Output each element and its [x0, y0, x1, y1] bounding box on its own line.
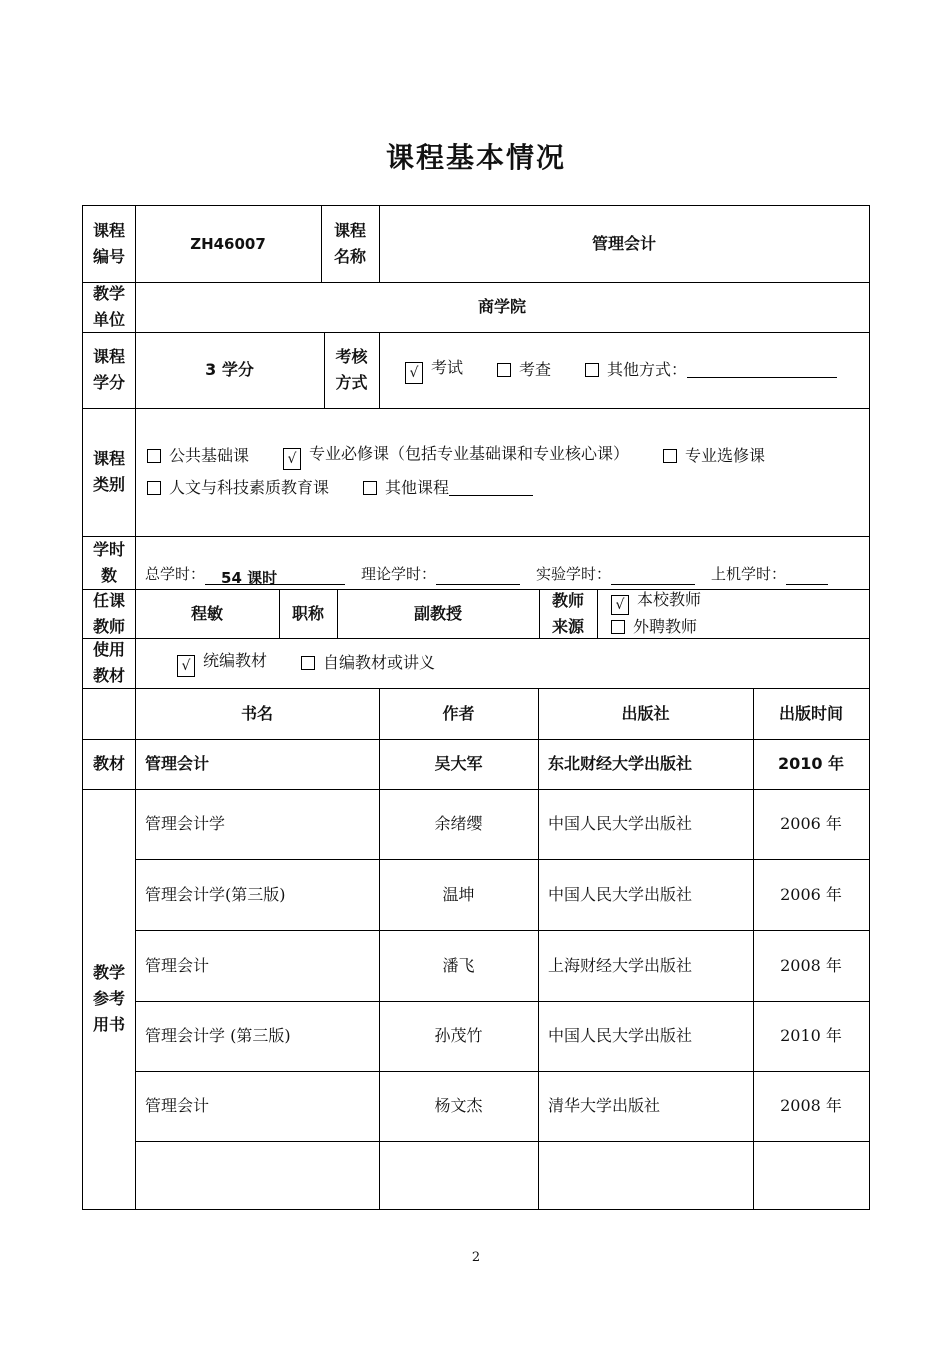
total-hours-label: 总学时： [145, 564, 206, 583]
page-number: 2 [471, 1250, 481, 1265]
checkbox-icon [147, 481, 161, 495]
ref-name: 管理会计学 [145, 814, 226, 833]
theory-hours-label: 理论学时： [361, 564, 437, 583]
other-method-blank[interactable] [687, 359, 837, 378]
lab-hours-blank[interactable] [611, 566, 695, 585]
assessment-label: 考核方式 [335, 347, 368, 392]
other-course-blank[interactable] [449, 477, 533, 496]
category-label: 课程类别 [92, 449, 125, 494]
source-options [597, 589, 869, 638]
theory-hours-blank[interactable] [436, 566, 520, 585]
material-options [135, 638, 869, 688]
ref-name: 管理会计学(第三版) [145, 884, 286, 904]
header-publish-year: 出版时间 [778, 703, 843, 723]
ref-author: 孙茂竹 [434, 1026, 483, 1045]
computer-hours-blank[interactable] [786, 566, 828, 585]
course-code-label: 课程编号 [92, 221, 125, 266]
textbook-year: 2010 年 [777, 754, 845, 773]
material-self-compiled-option[interactable]: 自编教材或讲义 [301, 651, 435, 675]
textbook-author: 吴大军 [434, 754, 483, 773]
category-humanities-option[interactable]: 人文与科技素质教育课 [147, 476, 329, 500]
computer-hours-label: 上机学时： [711, 564, 787, 583]
ref-year: 2008 年 [780, 955, 842, 975]
teacher-title: 副教授 [413, 603, 462, 623]
category-major-required-option[interactable]: √ 专业必修课（包括专业基础课和专业核心课） [283, 442, 629, 471]
ref-name: 管理会计学 (第三版) [145, 1026, 291, 1045]
category-other-option[interactable]: 其他课程 [363, 476, 533, 500]
reference-label: 教学参考用书 [92, 963, 125, 1034]
unit-label: 教学单位 [92, 284, 125, 329]
ref-publisher: 中国人民大学出版社 [548, 884, 693, 904]
lab-hours-label: 实验学时： [536, 564, 612, 583]
checkbox-icon [301, 656, 315, 670]
course-info-table [82, 205, 870, 1210]
hours-label: 学时数 [92, 539, 125, 585]
checkbox-icon [663, 449, 677, 463]
hours-row [135, 536, 869, 589]
assessment-review-option[interactable]: 考查 [497, 358, 551, 382]
unit-value: 商学院 [477, 297, 526, 316]
ref-year: 2008 年 [780, 1096, 842, 1115]
course-name-value: 管理会计 [591, 234, 656, 253]
ref-name: 管理会计 [145, 955, 210, 975]
ref-publisher: 上海财经大学出版社 [548, 955, 693, 975]
ref-author: 余绪缨 [434, 814, 483, 833]
assessment-options [379, 332, 869, 408]
category-public-basic-option[interactable]: 公共基础课 [147, 444, 249, 468]
teacher-name: 程敏 [190, 603, 223, 623]
source-external-option[interactable]: 外聘教师 [611, 615, 697, 639]
page-title: 课程基本情况 [385, 141, 566, 174]
textbook-name: 管理会计 [145, 754, 210, 773]
ref-year: 2010 年 [780, 1026, 842, 1045]
material-unified-option[interactable]: √ 统编教材 [177, 649, 267, 678]
course-name-label: 课程名称 [333, 221, 366, 266]
textbook-label: 教材 [92, 754, 125, 773]
textbook-publisher: 东北财经大学出版社 [548, 754, 693, 773]
ref-author: 杨文杰 [434, 1096, 483, 1115]
ref-author: 温坤 [442, 884, 475, 904]
source-internal-option[interactable]: √ 本校教师 [611, 588, 701, 615]
header-book-name: 书名 [240, 703, 273, 723]
total-hours-value: 54 课时 [205, 567, 345, 585]
credit-value: 3 学分 [205, 360, 254, 379]
ref-publisher: 中国人民大学出版社 [548, 1026, 693, 1045]
category-major-elective-option[interactable]: 专业选修课 [663, 444, 765, 468]
checkbox-icon [497, 363, 511, 377]
material-label: 使用教材 [92, 640, 125, 685]
ref-name: 管理会计 [145, 1096, 210, 1115]
checkmark-icon: √ [611, 595, 629, 615]
category-options [135, 408, 869, 536]
ref-publisher: 中国人民大学出版社 [548, 814, 693, 833]
source-label: 教师来源 [551, 590, 584, 636]
assessment-exam-option[interactable]: √ 考试 [405, 356, 463, 385]
checkbox-icon [363, 481, 377, 495]
header-author: 作者 [442, 703, 475, 723]
credit-label: 课程学分 [92, 347, 125, 392]
header-publisher: 出版社 [621, 703, 670, 723]
checkbox-icon [147, 449, 161, 463]
title-label: 职称 [291, 603, 324, 623]
ref-publisher: 清华大学出版社 [548, 1096, 661, 1115]
teacher-label: 任课教师 [92, 590, 125, 636]
checkmark-icon: √ [405, 362, 423, 384]
checkbox-icon [585, 363, 599, 377]
checkmark-icon: √ [283, 448, 301, 470]
ref-author: 潘飞 [442, 955, 475, 975]
ref-year: 2006 年 [780, 814, 842, 833]
course-code-value: ZH46007 [190, 234, 266, 253]
assessment-other-option[interactable]: 其他方式： [585, 358, 837, 382]
ref-year: 2006 年 [780, 884, 842, 904]
checkbox-icon [611, 620, 625, 634]
checkmark-icon: √ [177, 655, 195, 677]
